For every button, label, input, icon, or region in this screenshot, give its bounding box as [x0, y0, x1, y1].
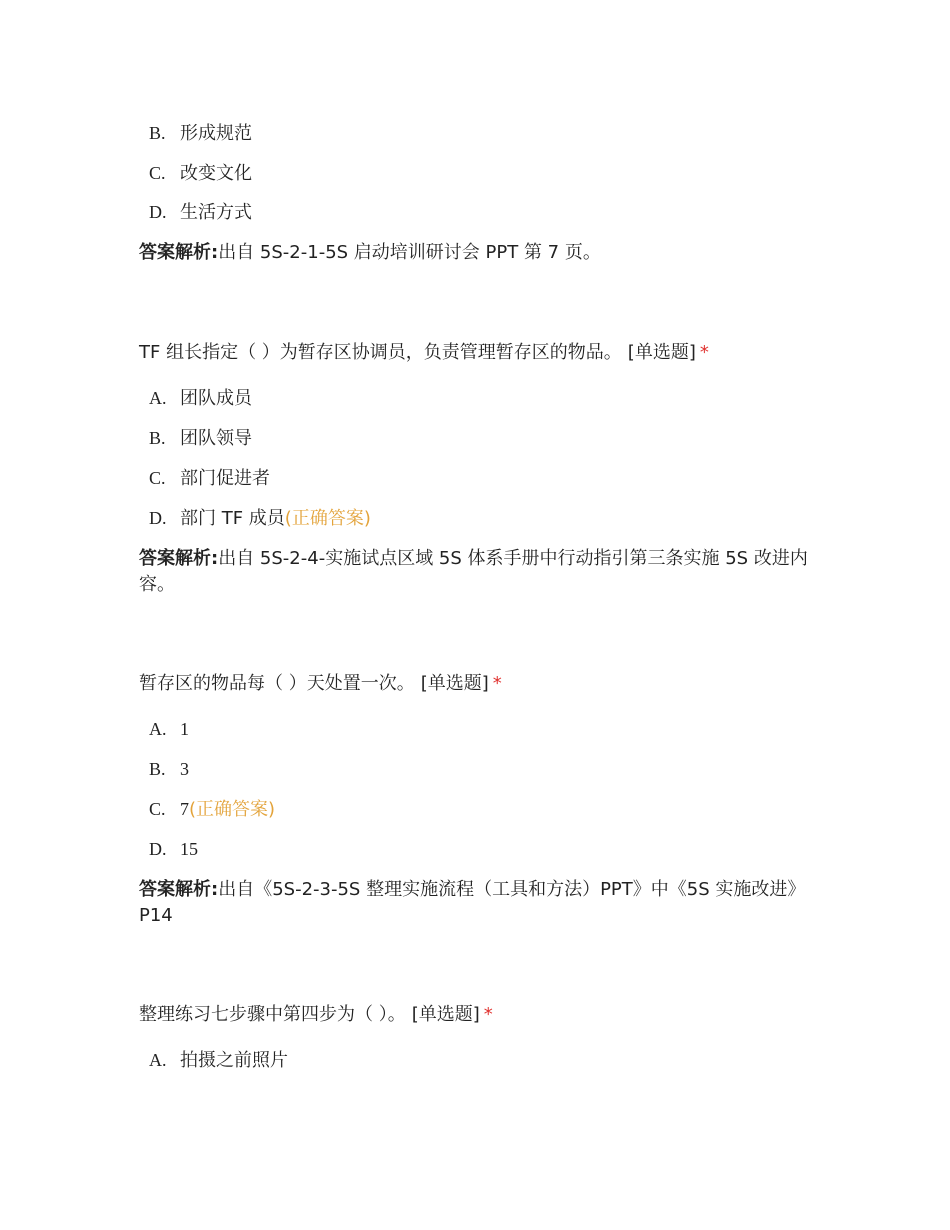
option-letter: D.	[149, 202, 167, 222]
answer-analysis	[139, 546, 809, 598]
option-text: 拍摄之前照片	[180, 1050, 288, 1071]
option-letter: C.	[149, 799, 166, 819]
option-b	[149, 756, 189, 782]
option-text: 团队领导	[180, 428, 252, 449]
required-marker: *	[483, 1004, 493, 1025]
analysis-label: 答案解析:	[139, 548, 219, 569]
required-marker: *	[699, 342, 709, 363]
option-b	[149, 425, 252, 451]
option-c	[149, 160, 252, 186]
option-letter: A.	[149, 1050, 167, 1070]
option-a	[149, 1047, 288, 1073]
option-letter: C.	[149, 163, 166, 183]
option-a	[149, 385, 252, 411]
answer-analysis	[139, 877, 809, 929]
question-text: TF 组长指定（ ）为暂存区协调员，负责管理暂存区的物品。	[139, 342, 622, 363]
analysis-label: 答案解析:	[139, 242, 219, 263]
option-letter: B.	[149, 428, 166, 448]
option-letter: D.	[149, 508, 167, 528]
option-letter: D.	[149, 839, 167, 859]
option-text: 1	[180, 719, 189, 739]
correct-answer-marker: (正确答案)	[284, 508, 371, 529]
question-text: 整理练习七步骤中第四步为（ ）。	[139, 1004, 406, 1025]
analysis-text: 出自 5S-2-1-5S 启动培训研讨会 PPT 第 7 页。	[218, 242, 601, 263]
option-d	[149, 836, 198, 862]
option-text: 团队成员	[180, 388, 252, 409]
option-text: 3	[180, 759, 189, 779]
option-d	[149, 199, 252, 225]
analysis-label: 答案解析:	[139, 879, 219, 900]
option-letter: B.	[149, 123, 166, 143]
question-text: 暂存区的物品每（ ）天处置一次。	[139, 673, 415, 694]
question-title	[139, 340, 839, 366]
option-text: 部门 TF 成员	[180, 508, 285, 529]
option-c	[149, 465, 270, 491]
question-type-tag: [单选题]	[627, 342, 696, 363]
question-type-tag: [单选题]	[411, 1004, 480, 1025]
analysis-text: 出自 5S-2-4-实施试点区域 5S 体系手册中行动指引第三条实施 5S 改进内容。	[139, 548, 808, 595]
option-c	[149, 796, 275, 822]
question-type-tag: [单选题]	[420, 673, 489, 694]
option-text: 15	[180, 839, 198, 859]
option-text: 形成规范	[180, 123, 252, 144]
analysis-text: 出自《5S-2-3-5S 整理实施流程（工具和方法）PPT》中《5S 实施改进》P14	[139, 879, 806, 926]
option-letter: A.	[149, 388, 167, 408]
option-a	[149, 716, 189, 742]
question-title	[139, 1002, 839, 1028]
question-title	[139, 671, 839, 697]
option-d	[149, 505, 371, 531]
option-text: 生活方式	[180, 202, 252, 223]
option-letter: B.	[149, 759, 166, 779]
option-letter: C.	[149, 468, 166, 488]
correct-answer-marker: (正确答案)	[189, 799, 276, 820]
option-text: 部门促进者	[180, 468, 270, 489]
option-text: 7	[180, 799, 189, 819]
answer-analysis	[139, 240, 809, 266]
option-b	[149, 120, 252, 146]
option-letter: A.	[149, 719, 167, 739]
option-text: 改变文化	[180, 163, 252, 184]
required-marker: *	[492, 673, 502, 694]
